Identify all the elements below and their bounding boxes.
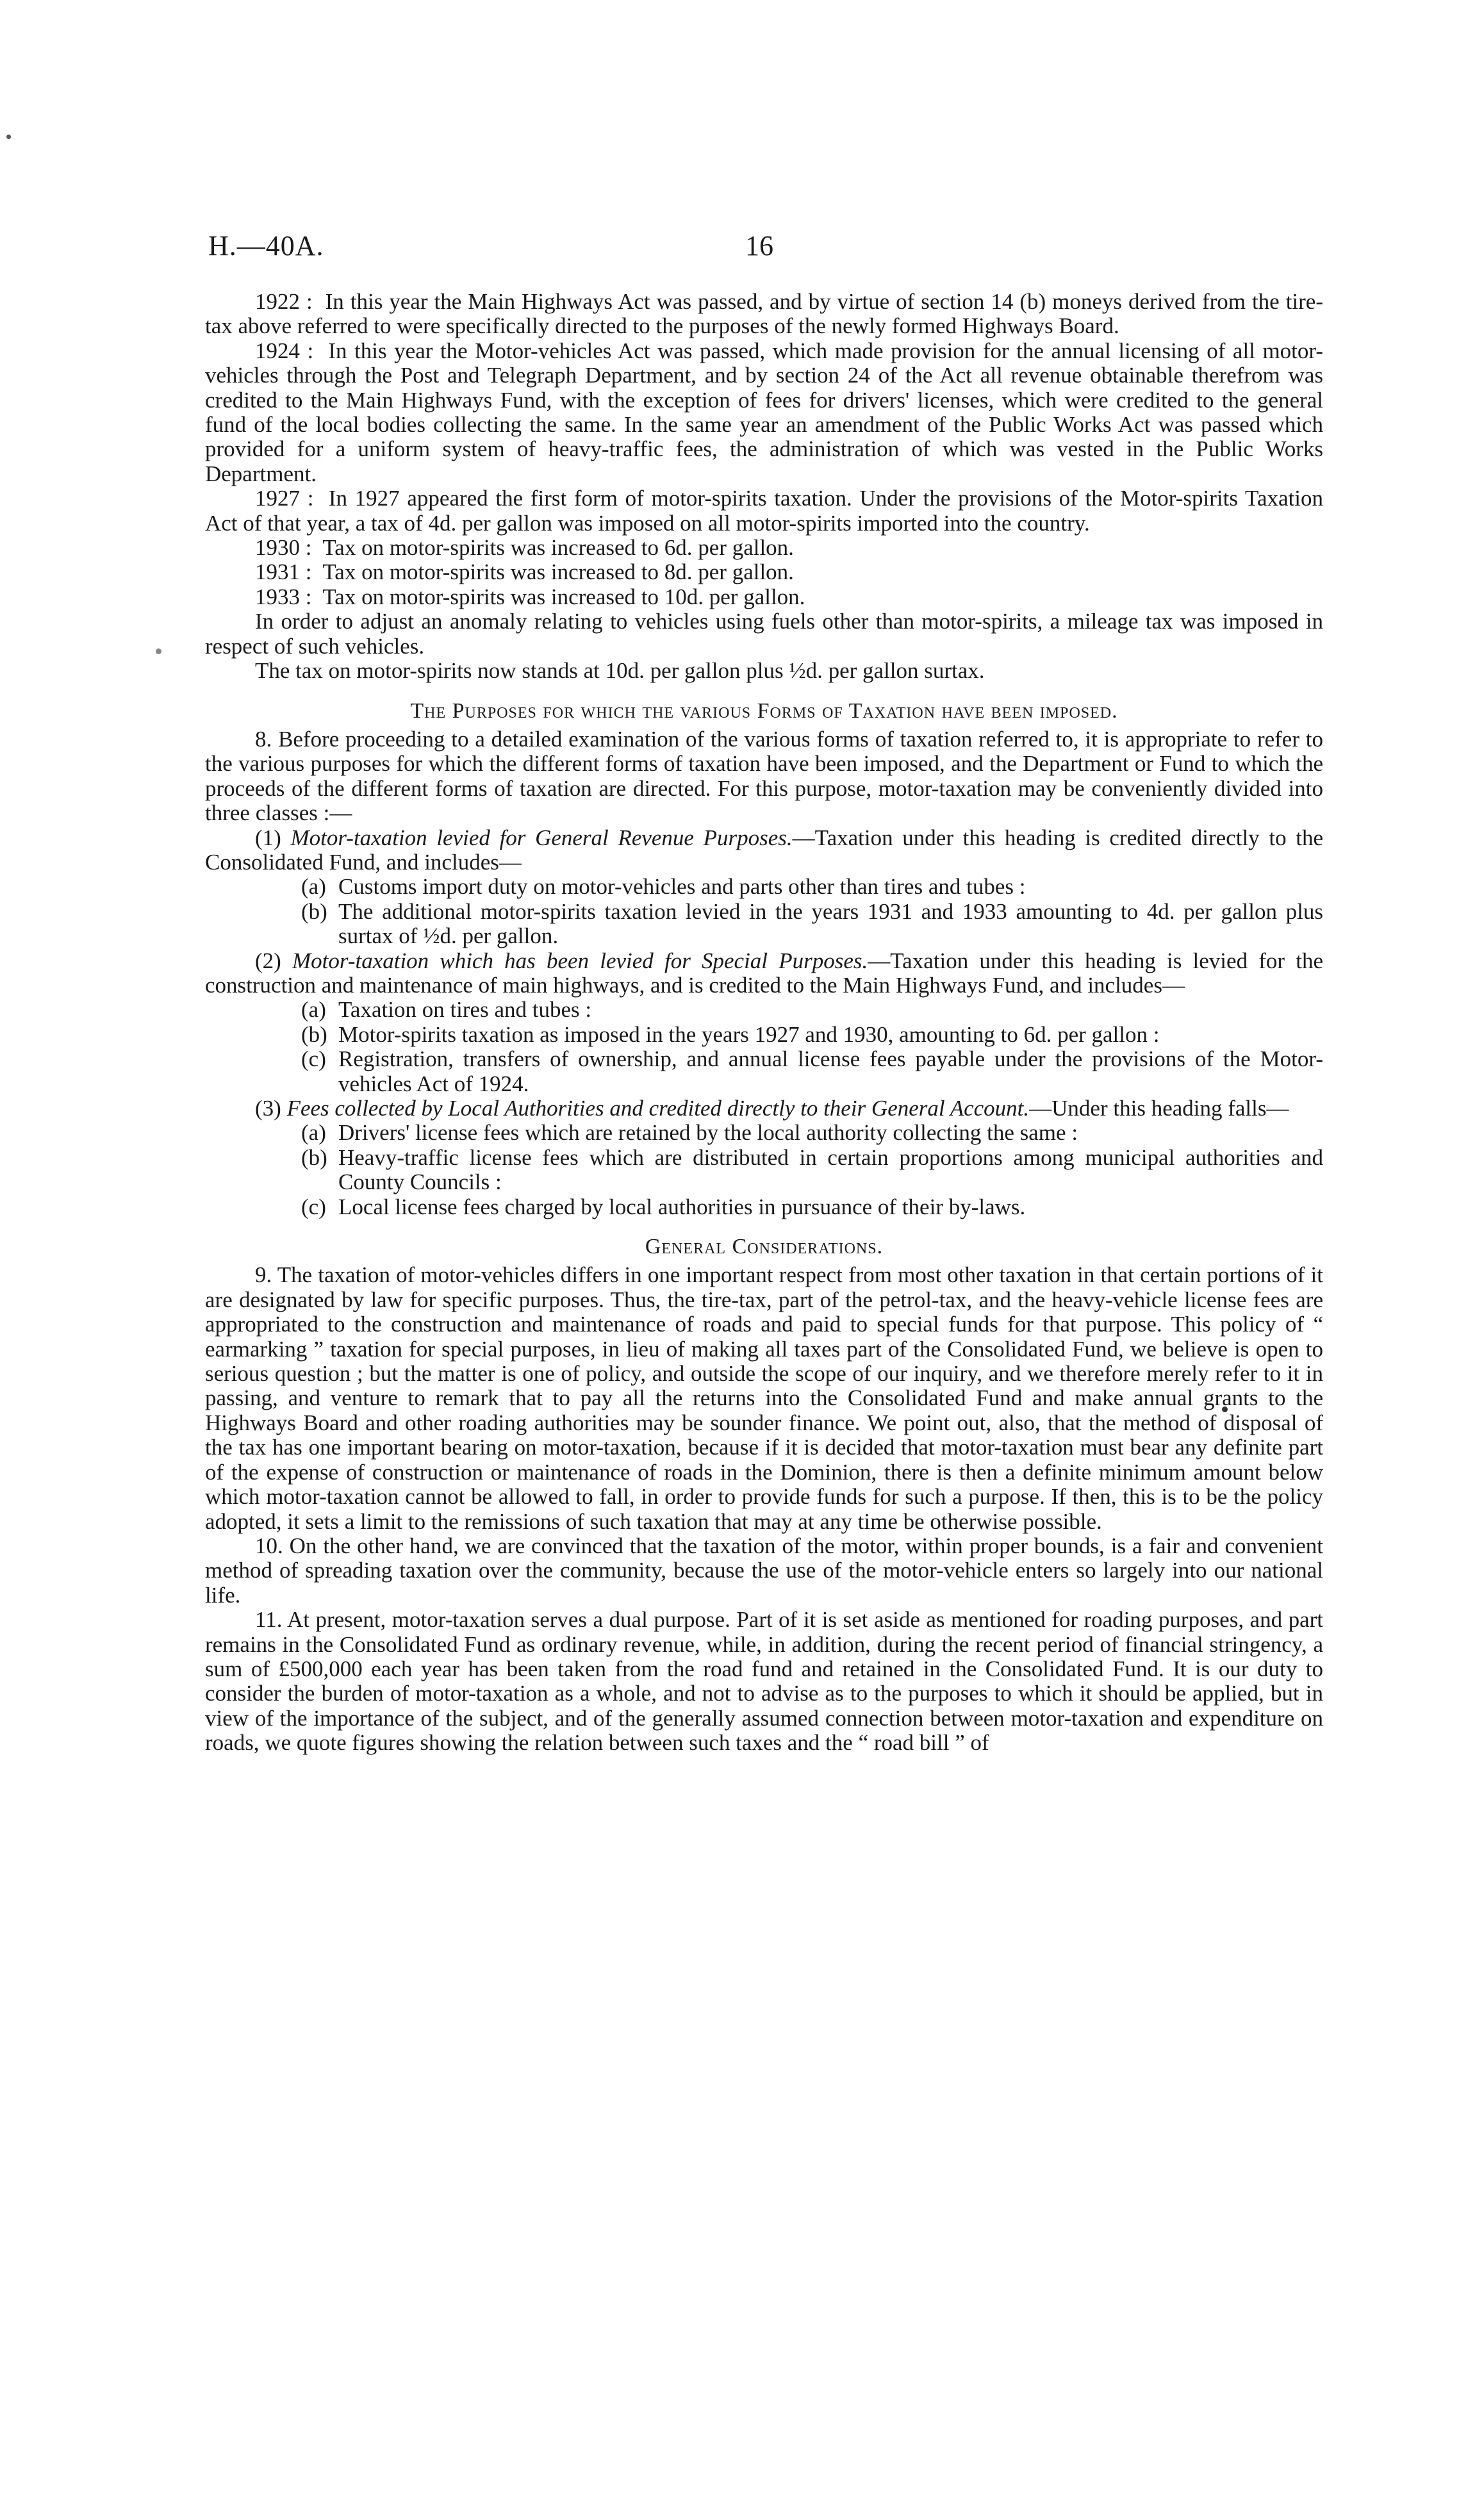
- section-heading-general: General Considerations.: [645, 1235, 884, 1259]
- paragraph-text: Tax on motor-spirits was increased to 8d. per gallon.: [322, 559, 794, 585]
- paragraph-11: 11. At present, motor-taxation serves a dual purpose. Part of it is set aside as mentioned for roading purposes, and part remains in the Consolidated Fund as ordinary revenue, while, in addition, during the recent period of financial stringency, a sum of £500,000 each year has been taken from the road fund and retained in the Consolidated Fund. It is our duty to consider the burden of motor-taxation as a whole, and not to advise as to the purposes to which it should be applied, but in view of the importance of the subject, and of the generally assumed connection between motor-taxation and expenditure on roads, we quote figures showing the relation between such taxes and the “ road bill ” of: [205, 1607, 1323, 1756]
- class-number: (1): [255, 825, 281, 850]
- class-title: Fees collected by Local Authorities and credited directly to their General Account.: [286, 1096, 1030, 1121]
- paragraph-1933: [205, 585, 1323, 609]
- item-text: Drivers' license fees which are retained by the local authority collecting the same :: [338, 1120, 1078, 1146]
- class-text: —Under this heading falls—: [1029, 1096, 1289, 1121]
- class-2-intro: [205, 949, 1323, 998]
- class-number: (3): [255, 1096, 281, 1121]
- list-item: [301, 900, 1323, 949]
- class-title: Motor-taxation levied for General Revenue Purposes.: [290, 825, 793, 850]
- class-number: (2): [255, 948, 281, 973]
- list-item: [301, 1121, 1323, 1145]
- paragraph-8: 8. Before proceeding to a detailed examination of the various forms of taxation referred to, it is appropriate to refer to the various purposes for which the different forms of taxation have been imposed, and the Department or Fund to which the proceeds of the different forms of taxation are directed. For this purpose, motor-taxation may be conveniently divided into three classes :—: [205, 726, 1323, 826]
- class-2-list: [301, 998, 1323, 1096]
- list-item: [301, 1146, 1323, 1195]
- item-label: (b): [301, 1021, 327, 1047]
- paragraph-1924: [205, 339, 1323, 486]
- paragraph-1922: [205, 290, 1323, 339]
- year-label: 1924 :: [255, 338, 314, 363]
- class-3-intro: [205, 1096, 1323, 1121]
- list-item: [301, 1023, 1323, 1047]
- paragraph-10: 10. On the other hand, we are convinced that the taxation of the motor, within proper bounds, is a fair and convenient method of spreading taxation over the community, because the use of the motor-vehicle enters so largely into our national life.: [205, 1533, 1323, 1608]
- document-reference: H.—40A.: [208, 230, 324, 261]
- item-label: (b): [301, 898, 327, 924]
- year-label: 1930 :: [255, 535, 312, 561]
- item-text: Heavy-traffic license fees which are distributed in certain proportions among municipal authorities and County Councils :: [338, 1144, 1323, 1195]
- page-body: [205, 290, 1323, 1756]
- item-label: (a): [301, 874, 326, 900]
- class-3-list: [301, 1121, 1323, 1219]
- item-label: (a): [301, 1120, 326, 1146]
- paragraph-text: Tax on motor-spirits was increased to 10d. per gallon.: [322, 584, 805, 609]
- paragraph-mileage-tax: In order to adjust an anomaly relating to vehicles using fuels other than motor-spirits, a mileage tax was imposed in respect of such vehicles.: [205, 609, 1323, 659]
- item-text: Motor-spirits taxation as imposed in the years 1927 and 1930, amounting to 6d. per gallon :: [338, 1021, 1160, 1047]
- year-label: 1922 :: [255, 289, 313, 314]
- paragraph-text: In this year the Main Highways Act was passed, and by virtue of section 14 (b) moneys derived from the tire-tax above referred to were specifically directed to the purposes of the newly formed Highways Board.: [205, 289, 1323, 339]
- list-item: [301, 998, 1323, 1022]
- year-label: 1931 :: [255, 559, 312, 585]
- section-heading-purposes: The Purposes for which the various Forms of Taxation have been imposed.: [410, 698, 1118, 723]
- page-number: 16: [745, 230, 773, 261]
- paragraph-text: Tax on motor-spirits was increased to 6d. per gallon.: [322, 535, 794, 561]
- item-label: (c): [301, 1194, 326, 1219]
- year-label: 1933 :: [255, 584, 312, 609]
- class-text: —Taxation under this heading is levied for the construction and maintenance of main highways, and is credited to the Main Highways Fund, and includes—: [205, 948, 1324, 998]
- year-label: 1927 :: [255, 486, 314, 511]
- margin-speck: [6, 135, 11, 139]
- item-text: Local license fees charged by local authorities in pursuance of their by-laws.: [338, 1194, 1026, 1219]
- class-text: —Taxation under this heading is credited directly to the Consolidated Fund, and includes—: [205, 825, 1324, 875]
- list-item: [301, 875, 1323, 899]
- paragraph-1930: [205, 536, 1323, 560]
- paragraph-9: 9. The taxation of motor-vehicles differs in one important respect from most other taxation in that certain portions of it are designated by law for specific purposes. Thus, the tire-tax, part of the petrol-tax, and the heavy-vehicle license fees are appropriated to the construction and maintenance of roads and paid to special funds for that purpose. This policy of “ earmarking ” taxation for special purposes, in lieu of making all taxes part of the Consolidated Fund, we believe is open to serious question ; but the matter is one of policy, and outside the scope of our inquiry, and we therefore merely refer to it in passing, and venture to remark that to pay all the returns into the Consolidated Fund and make annual grants to the Highways Board and other roading authorities may be sounder finance. We point out, also, that the method of disposal of the tax has one important bearing on motor-taxation, because if it is decided that motor-taxation must bear any definite part of the expense of construction or maintenance of roads in the Dominion, there is then a definite minimum amount below which motor-taxation cannot be allowed to fall, in order to provide funds for such a purpose. If then, this is to be the policy adopted, it sets a limit to the remissions of such taxation that may at any time be otherwise possible.: [205, 1262, 1323, 1534]
- item-text: Registration, transfers of ownership, and annual license fees payable under the provisions of the Motor-vehicles Act of 1924.: [338, 1046, 1323, 1096]
- class-1-list: [301, 875, 1323, 948]
- item-text: Taxation on tires and tubes :: [338, 997, 592, 1023]
- item-label: (b): [301, 1144, 327, 1170]
- item-text: Customs import duty on motor-vehicles and parts other than tires and tubes :: [338, 874, 1026, 900]
- list-item: [301, 1047, 1323, 1096]
- paragraph-text: In 1927 appeared the first form of motor-spirits taxation. Under the provisions of the Motor-spirits Taxation Act of that year, a tax of 4d. per gallon was imposed on all motor-spirits imported into the country.: [205, 486, 1323, 536]
- item-label: (a): [301, 997, 326, 1023]
- paragraph-text: In this year the Motor-vehicles Act was passed, which made provision for the annual licensing of all motor-vehicles through the Post and Telegraph Department, and by section 24 of the Act all revenue obtainable therefrom was credited to the Main Highways Fund, with the exception of fees for drivers' licenses, which were credited to the general fund of the local bodies collecting the same. In the same year an amendment of the Public Works Act was passed which provided for a uniform system of heavy-traffic fees, the administration of which was vested in the Public Works Department.: [205, 338, 1324, 486]
- item-text: The additional motor-spirits taxation levied in the years 1931 and 1933 amounting to 4d. per gallon plus surtax of ½d. per gallon.: [338, 898, 1323, 949]
- list-item: [301, 1195, 1323, 1219]
- class-title: Motor-taxation which has been levied for Special Purposes.: [292, 948, 868, 973]
- paragraph-current-tax: The tax on motor-spirits now stands at 10d. per gallon plus ½d. per gallon surtax.: [255, 658, 985, 684]
- paragraph-1927: [205, 486, 1323, 536]
- margin-speck: [156, 648, 161, 654]
- page-header: [208, 229, 1310, 268]
- item-label: (c): [301, 1046, 326, 1072]
- class-1-intro: [205, 826, 1323, 875]
- paragraph-1931: [205, 560, 1323, 584]
